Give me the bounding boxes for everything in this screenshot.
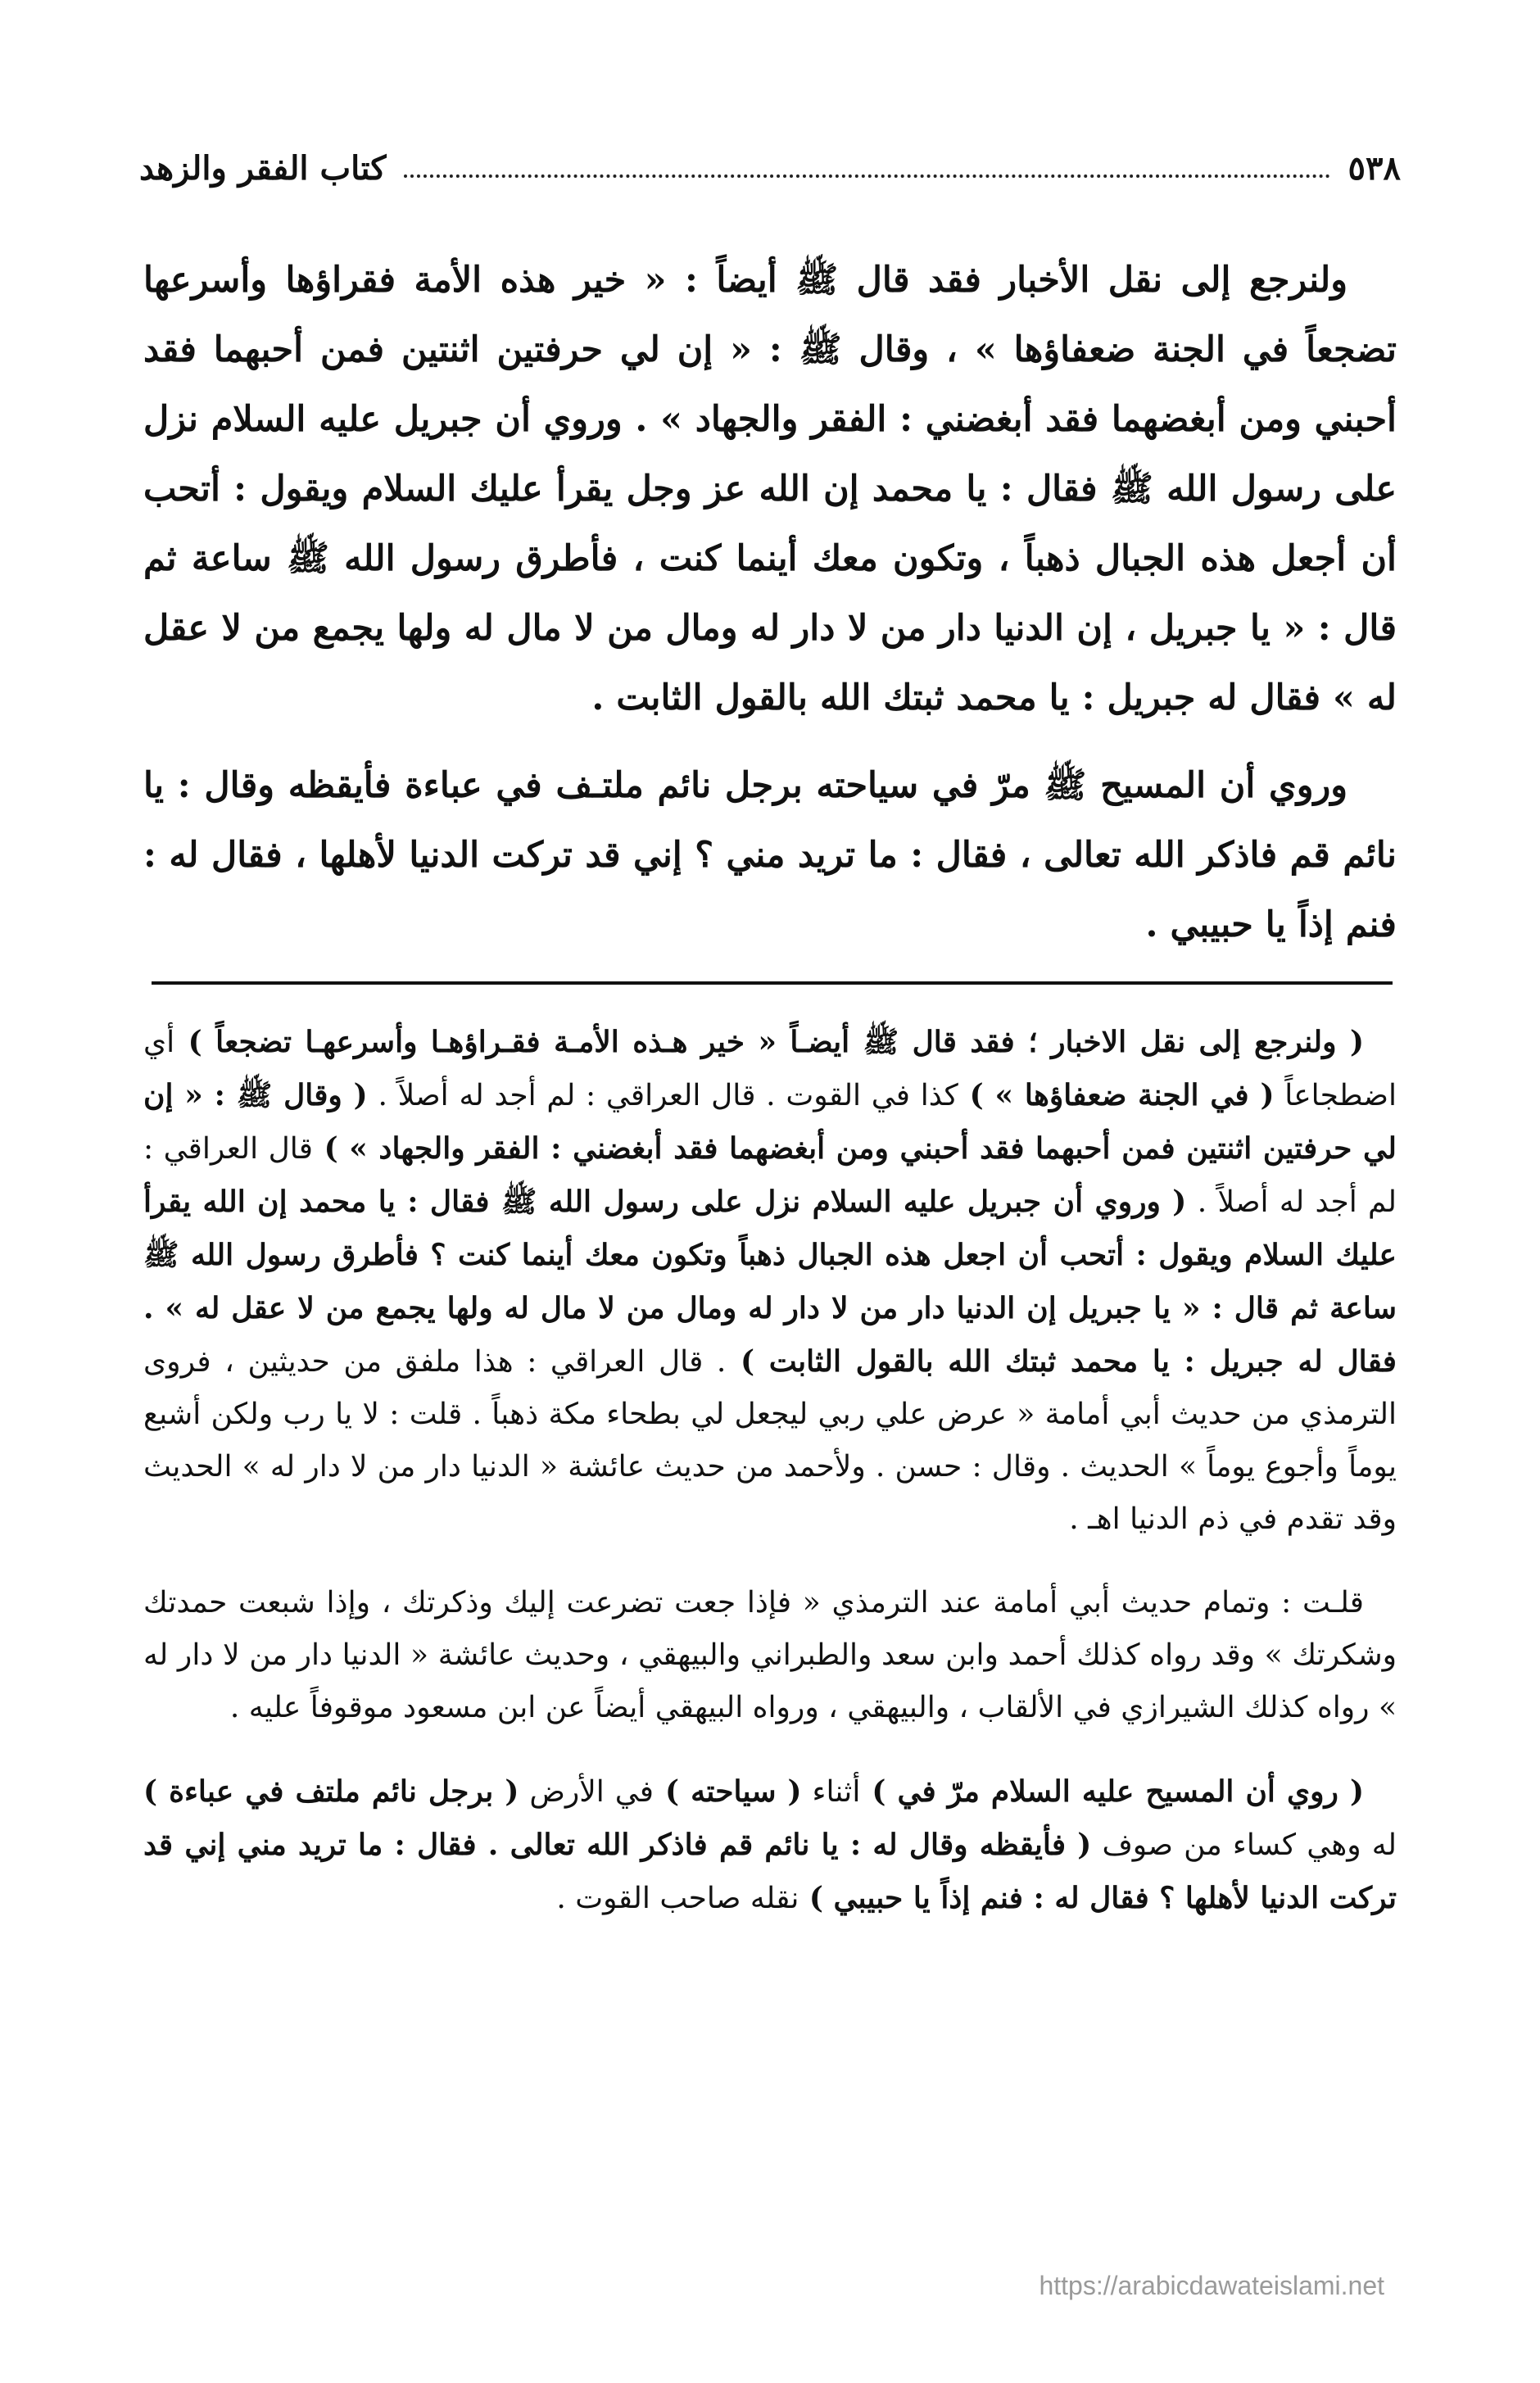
quoted-text: ( فأيقظه وقال له : يا نائم قم فاذكر الله تعالى . فقال : ما تريد مني إني قد تركت الدنيا لأهلها ؟ فقال له : فنم إذاً يا حبيبي ) <box>143 1828 1397 1915</box>
main-text <box>143 246 1397 978</box>
book-title: كتاب الفقر والزهد <box>139 148 387 188</box>
commentary-paragraph-2 <box>143 1577 1397 1734</box>
quoted-text: ( روي أن المسيح عليه السلام مرّ في ) <box>860 1774 1364 1809</box>
watermark-url: https://arabicdawateislami.net <box>1039 2271 1384 2300</box>
commentary-text: قال العراقي : لم أجد له أصلاً . <box>143 1132 1397 1219</box>
commentary-paragraph-1 <box>143 1016 1397 1546</box>
commentary-text: في الأرض <box>519 1775 654 1809</box>
commentary-section <box>143 1016 1397 1956</box>
commentary-text: قلـت : وتمام حديث أبي أمامة عند الترمذي « فإذا جعت تضرعت إليك وذكرتك ، وإذا شبعت حمدتك وشكرتك » وقد رواه كذلك أحمد وابن سعد والطبراني والبيهقي ، وحديث عائشة « الدنيا دار من لا دار له » رواه كذلك الشيرازي في الألقاب ، والبيهقي ، ورواه البيهقي أيضاً عن ابن مسعود موقوفاً عليه . <box>143 1586 1397 1724</box>
page-number: ٥٣٨ <box>1348 148 1401 188</box>
footnote-separator <box>152 981 1393 985</box>
quoted-text: ( برجل نائم ملتف في عباءة ) <box>143 1774 519 1809</box>
commentary-text: نقله صاحب القوت . <box>556 1882 799 1915</box>
commentary-text: كذا في القوت . قال العراقي : لم أجد له أصلاً . <box>367 1079 958 1112</box>
commentary-text: أي اضطجاعاً <box>143 1026 1397 1112</box>
quoted-text: ( سياحته ) <box>653 1774 802 1809</box>
commentary-paragraph-3 <box>143 1765 1397 1925</box>
quoted-text: ( وقال ﷺ : « إن لي حرفتين اثنتين فمن أحبهما فقد أحبني ومن أبغضهما فقد أبغضني : الفقر والجهاد » ) <box>143 1078 1397 1166</box>
page-header <box>139 143 1401 193</box>
commentary-text: أثناء <box>801 1775 861 1809</box>
quoted-text: ( ولنرجع إلى نقل الاخبار ؛ فقد قال ﷺ أيضـاً « خير هـذه الأمـة فقـراؤهـا وأسرعهـا تضجعاً ) <box>174 1025 1364 1059</box>
commentary-text: . قال العراقي : هذا ملفق من حديثين ، فروى الترمذي من حديث أبي أمامة « عرض علي ربي ليجعل لي بطحاء مكة ذهباً . قلت : لا يا رب ولكن أشبع يوماً وأجوع يوماً » الحديث . وقال : حسن . ولأحمد من حديث عائشة « الدنيا دار من لا دار له » الحديث وقد تقدم في ذم الدنيا اهـ . <box>143 1345 1397 1536</box>
main-paragraph-1: ولنرجع إلى نقل الأخبار فقد قال ﷺ أيضاً : « خير هذه الأمة فقراؤها وأسرعها تضجعاً في الجنة ضعفاؤها » ، وقال ﷺ : « إن لي حرفتين اثنتين فمن أحبهما فقد أحبني ومن أبغضهما فقد أبغضني : الفقر والجهاد » . وروي أن جبريل عليه السلام نزل على رسول الله ﷺ فقال : يا محمد إن الله عز وجل يقرأ عليك السلام ويقول : أتحب أن أجعل هذه الجبال ذهباً ، وتكون معك أينما كنت ، فأطرق رسول الله ﷺ ساعة ثم قال : « يا جبريل ، إن الدنيا دار من لا دار له ومال من لا مال له ولها يجمع من لا عقل له » فقال له جبريل : يا محمد ثبتك الله بالقول الثابت . <box>143 260 1397 718</box>
header-dotted-leader <box>404 174 1329 178</box>
commentary-text: له وهي كساء من صوف <box>1091 1828 1397 1862</box>
quoted-text: ( في الجنة ضعفاؤها » ) <box>958 1078 1275 1112</box>
quoted-text: ( وروي أن جبريل عليه السلام نزل على رسول الله ﷺ فقال : يا محمد إن الله يقرأ عليك السلام ويقول : أتحب أن اجعل هذه الجبال ذهباً وتكون معك أينما كنت ؟ فأطرق رسول الله ﷺ ساعة ثم قال : « يا جبريل إن الدنيا دار من لا دار له ومال من لا مال له ولها يجمع من لا عقل له » . فقال له جبريل : يا محمد ثبتك الله بالقول الثابت ) <box>143 1185 1397 1379</box>
main-paragraph-2: وروي أن المسيح ﷺ مرّ في سياحته برجل نائم ملتـف في عباءة فأيقظه وقال : يا نائم قم فاذكر الله تعالى ، فقال : ما تريد مني ؟ إني قد تركت الدنيا لأهلها ، فقال له : فنم إذاً يا حبيبي . <box>143 765 1397 945</box>
